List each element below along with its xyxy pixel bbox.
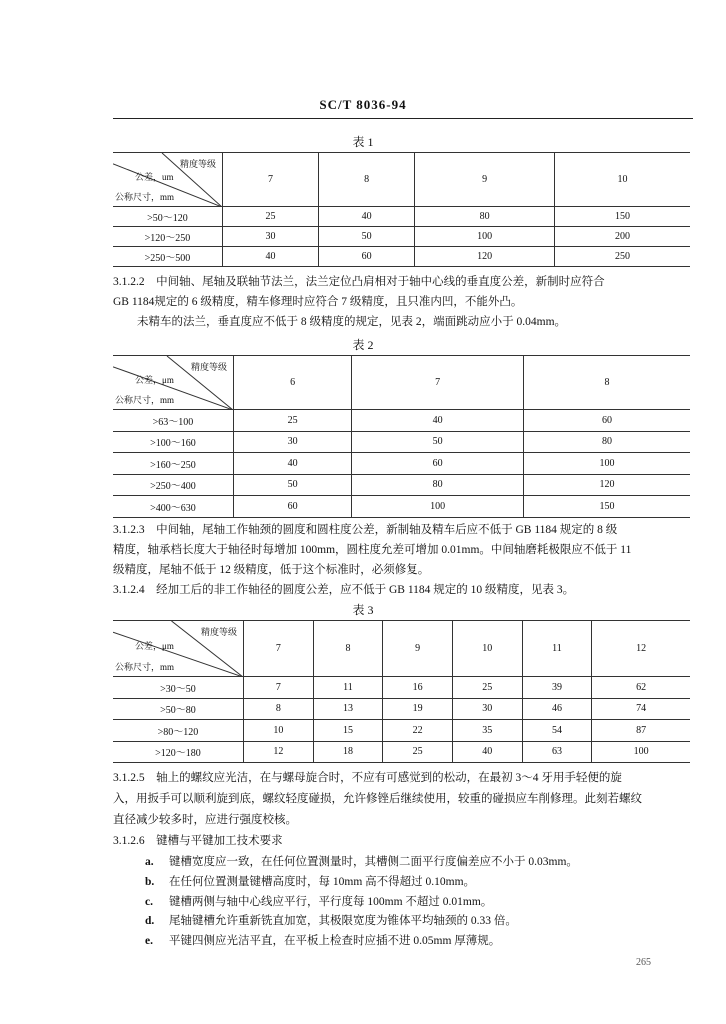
- size-cell: >250～500: [113, 247, 223, 267]
- size-cell: >30～50: [113, 677, 244, 699]
- column-header: 9: [383, 621, 453, 677]
- value-cell: 11: [313, 677, 383, 699]
- table-row: [113, 410, 690, 432]
- value-cell: 10: [244, 720, 314, 742]
- value-cell: 100: [592, 741, 690, 763]
- paragraph-line: 3.1.2.3 中间轴，尾轴工作轴颈的圆度和圆柱度公差，新制轴及精车后应不低于 GB 1184 规定的 8 级: [113, 524, 618, 536]
- size-cell: >63～100: [113, 410, 234, 432]
- table-2: [113, 355, 690, 518]
- table-row: [113, 496, 690, 518]
- paragraph-line: 级精度，尾轴不低于 12 级精度，低于这个标准时，必须修复。: [113, 564, 430, 576]
- header-size-label: 公称尺寸，mm: [115, 192, 175, 202]
- value-cell: 30: [452, 698, 522, 720]
- diagonal-header-cell: [113, 153, 223, 207]
- value-cell: 40: [352, 410, 524, 432]
- value-cell: 25: [234, 410, 352, 432]
- header-tolerance-label: 公差，μm: [135, 375, 174, 386]
- value-cell: 12: [244, 741, 314, 763]
- value-cell: 39: [522, 677, 592, 699]
- header-grade-label: 精度等级: [190, 362, 227, 372]
- table-header-row: [113, 621, 690, 677]
- value-cell: 40: [452, 741, 522, 763]
- list-item-text: 在任何位置测量键槽高度时，每 10mm 高不得超过 0.10mm。: [169, 875, 476, 888]
- size-cell: >100～160: [113, 431, 234, 453]
- paragraph-line: 精度，轴承档长度大于轴径时每增加 100mm，圆柱度允差可增加 0.01mm。中间轴磨耗极限应不低于 11: [113, 544, 632, 556]
- diagonal-header-cell: [113, 356, 234, 410]
- header-size-label: 公称尺寸，mm: [115, 395, 175, 405]
- value-cell: 80: [415, 207, 555, 227]
- column-header: 6: [234, 356, 352, 410]
- table-row: [113, 431, 690, 453]
- list-marker: e.: [145, 935, 153, 948]
- list-item: [145, 873, 475, 889]
- value-cell: 80: [352, 474, 524, 496]
- value-cell: 74: [592, 698, 690, 720]
- value-cell: 120: [415, 247, 555, 267]
- table-row: [113, 453, 690, 475]
- size-cell: >80～120: [113, 720, 244, 742]
- column-header: 7: [244, 621, 314, 677]
- value-cell: 25: [223, 207, 319, 227]
- table-row: [113, 207, 690, 227]
- table-row: [113, 720, 690, 742]
- header-size-label: 公称尺寸，mm: [115, 662, 175, 672]
- value-cell: 80: [523, 431, 690, 453]
- value-cell: 13: [313, 698, 383, 720]
- value-cell: 50: [319, 227, 415, 247]
- value-cell: 100: [352, 496, 524, 518]
- table2-title: 表 2: [352, 338, 374, 352]
- column-header: 7: [223, 153, 319, 207]
- value-cell: 8: [244, 698, 314, 720]
- list-item-text: 键槽两侧与轴中心线应平行，平行度每 100mm 不超过 0.01mm。: [169, 895, 493, 908]
- table-row: [113, 677, 690, 699]
- list-marker: c.: [145, 895, 153, 908]
- value-cell: 60: [352, 453, 524, 475]
- paragraph-3-1-2-3: [113, 520, 693, 600]
- diagonal-header-cell: [113, 621, 244, 677]
- value-cell: 30: [234, 431, 352, 453]
- size-cell: >50～120: [113, 207, 223, 227]
- value-cell: 50: [234, 474, 352, 496]
- value-cell: 150: [523, 496, 690, 518]
- value-cell: 54: [522, 720, 592, 742]
- size-cell: >120～250: [113, 227, 223, 247]
- value-cell: 40: [223, 247, 319, 267]
- column-header: 12: [592, 621, 690, 677]
- value-cell: 40: [234, 453, 352, 475]
- column-header: 7: [352, 356, 524, 410]
- table-row: [113, 741, 690, 763]
- value-cell: 19: [383, 698, 453, 720]
- paragraph-3-1-2-5: [113, 768, 693, 852]
- value-cell: 18: [313, 741, 383, 763]
- page-number: 265: [636, 957, 651, 968]
- size-cell: >50～80: [113, 698, 244, 720]
- paragraph-3-1-2-6-heading: 3.1.2.6 键槽与平键加工技术要求: [113, 835, 283, 847]
- table-header-row: [113, 356, 690, 410]
- paragraph-line: 入，用扳手可以顺利旋到底，螺纹轻度碰损，允许修锉后继续使用，较重的碰损应车削修理。此刻若螺纹: [113, 793, 642, 805]
- table-row: [113, 474, 690, 496]
- table1-title: 表 1: [352, 135, 374, 149]
- column-header: 10: [555, 153, 690, 207]
- value-cell: 7: [244, 677, 314, 699]
- column-header: 8: [319, 153, 415, 207]
- table-row: [113, 227, 690, 247]
- value-cell: 87: [592, 720, 690, 742]
- paragraph-line: 3.1.2.5 轴上的螺纹应光洁，在与螺母旋合时，不应有可感觉到的松动，在最初 3～4 牙用手轻便的旋: [113, 772, 622, 784]
- paragraph-line: 直径减少较多时，应进行强度校核。: [113, 814, 297, 826]
- header-rule: [113, 118, 693, 119]
- value-cell: 25: [383, 741, 453, 763]
- value-cell: 150: [555, 207, 690, 227]
- value-cell: 16: [383, 677, 453, 699]
- value-cell: 35: [452, 720, 522, 742]
- value-cell: 60: [523, 410, 690, 432]
- header-tolerance-label: 公差，μm: [135, 640, 174, 651]
- table-row: [113, 247, 690, 267]
- value-cell: 62: [592, 677, 690, 699]
- table-3: [113, 620, 690, 763]
- list-item: [145, 932, 500, 948]
- value-cell: 63: [522, 741, 592, 763]
- value-cell: 15: [313, 720, 383, 742]
- value-cell: 120: [523, 474, 690, 496]
- value-cell: 46: [522, 698, 592, 720]
- paragraph-line: 未精车的法兰，垂直度应不低于 8 级精度的规定，见表 2，端面跳动应小于 0.04mm。: [137, 316, 567, 328]
- list-item: [145, 893, 492, 909]
- value-cell: 100: [523, 453, 690, 475]
- paragraph-3-1-2-4: 3.1.2.4 经加工后的非工作轴径的圆度公差，应不低于 GB 1184 规定的 10 级精度，见表 3。: [113, 584, 575, 596]
- value-cell: 250: [555, 247, 690, 267]
- header-tolerance-label: 公差，um: [135, 172, 174, 183]
- column-header: 11: [522, 621, 592, 677]
- size-cell: >120～180: [113, 741, 244, 763]
- header-grade-label: 精度等级: [179, 159, 216, 169]
- paragraph-3-1-2-2: [113, 272, 693, 332]
- table3-title: 表 3: [352, 603, 374, 617]
- size-cell: >160～250: [113, 453, 234, 475]
- table-row: [113, 698, 690, 720]
- document-header: SC/T 8036-94: [319, 97, 407, 112]
- value-cell: 200: [555, 227, 690, 247]
- value-cell: 40: [319, 207, 415, 227]
- size-cell: >250～400: [113, 474, 234, 496]
- list-marker: b.: [145, 875, 155, 888]
- paragraph-line: GB 1184规定的 6 级精度，精车修理时应符合 7 级精度，且只准内凹，不能外凸。: [113, 296, 523, 308]
- value-cell: 25: [452, 677, 522, 699]
- list-item-text: 键槽宽度应一致，在任何位置测量时，其槽侧二面平行度偏差应不小于 0.03mm。: [169, 856, 578, 868]
- value-cell: 30: [223, 227, 319, 247]
- table-1: [113, 152, 690, 267]
- header-grade-label: 精度等级: [200, 627, 237, 637]
- paragraph-line: 3.1.2.2 中间轴、尾轴及联轴节法兰，法兰定位凸肩相对于轴中心线的垂直度公差，新制时应符合: [113, 276, 605, 288]
- value-cell: 50: [352, 431, 524, 453]
- value-cell: 60: [234, 496, 352, 518]
- list-marker: d.: [145, 915, 155, 928]
- table-header-row: [113, 153, 690, 207]
- value-cell: 100: [415, 227, 555, 247]
- list-item-text: 平键四侧应光洁平直，在平板上检查时应插不进 0.05mm 厚薄规。: [169, 935, 501, 948]
- list-item: [145, 853, 578, 869]
- value-cell: 22: [383, 720, 453, 742]
- column-header: 9: [415, 153, 555, 207]
- column-header: 10: [452, 621, 522, 677]
- column-header: 8: [523, 356, 690, 410]
- column-header: 8: [313, 621, 383, 677]
- size-cell: >400～630: [113, 496, 234, 518]
- list-marker: a.: [145, 856, 154, 868]
- value-cell: 60: [319, 247, 415, 267]
- list-item: [145, 912, 517, 928]
- list-item-text: 尾轴键槽允许重新铣直加宽，其极限宽度为锥体平均轴颈的 0.33 倍。: [169, 915, 517, 928]
